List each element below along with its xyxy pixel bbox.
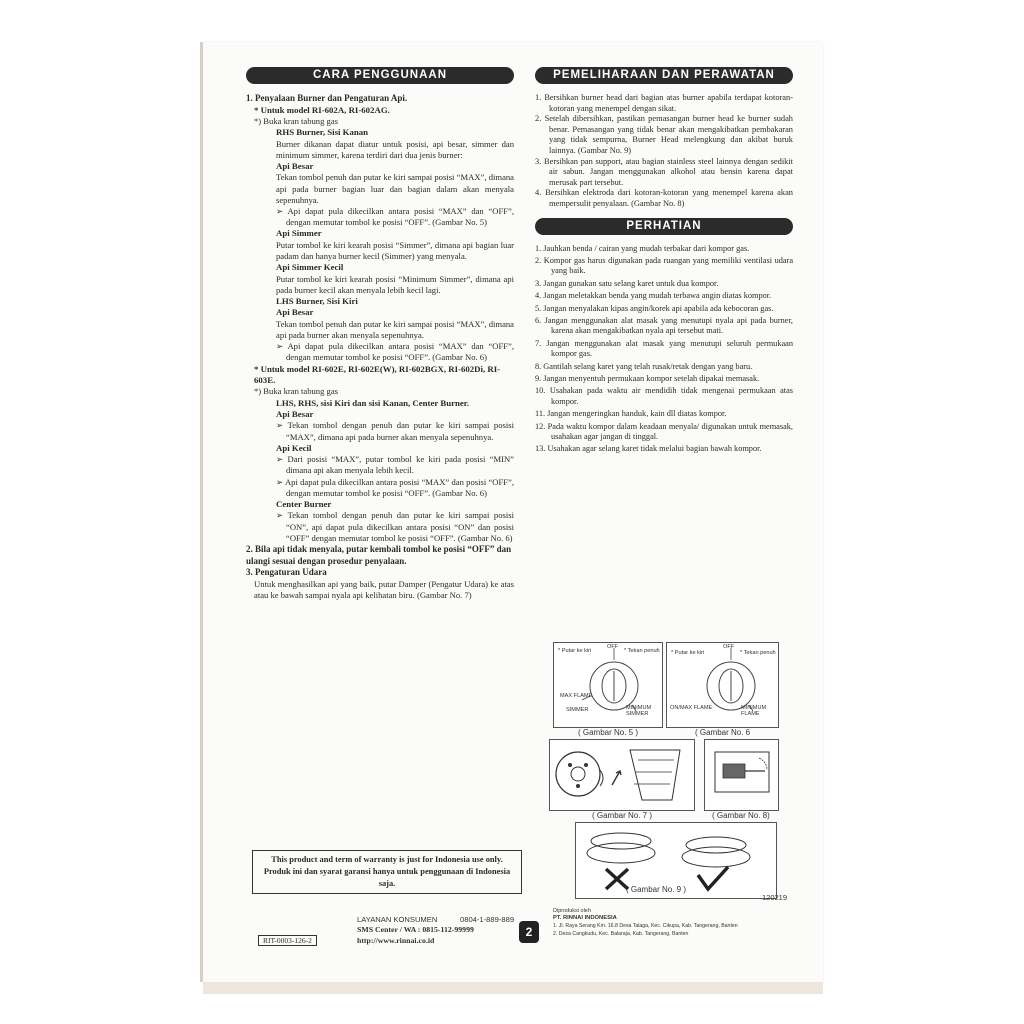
fig6-label-onmax: ON/MAX FLAME	[670, 705, 713, 711]
figure-8	[704, 739, 779, 811]
usage-line: Putar tombol ke kiri kearah posisi “Minimum Simmer”, dimana api pada burner kecil akan menyala lebih kecil lagi.	[276, 273, 514, 295]
maintenance-item: 1. Bersihkan burner head dari bagian atas burner apabila terdapat kotoran-kotoran yang menempel dengan sikat.	[535, 93, 793, 113]
fig5-label-minimum: MINIMUM SIMMER	[626, 705, 652, 717]
attention-item: 2. Kompor gas harus digunakan pada ruangan yang memiliki ventilasi udara yang baik.	[535, 255, 793, 276]
usage-section	[246, 67, 514, 601]
attention-item: 5. Jangan menyalakan kipas angin/korek api apabila ada kebocoran gas.	[535, 303, 774, 313]
fig6-label-off: OFF	[723, 644, 735, 650]
fig7-caption: ( Gambar No. 7 )	[592, 811, 653, 820]
fig9-caption: ( Gambar No. 9 )	[626, 885, 687, 894]
usage-line: Tekan tombol penuh dan putar ke kiri sampai posisi “MAX”, dimana api pada burner bagian luar dan bagian dalam akan menyala sepenuhnya.	[276, 172, 514, 205]
damper-diagram	[550, 740, 694, 810]
usage-line: Api Simmer Kecil	[276, 262, 344, 273]
producer-address-2: 2. Desa Cangkudu, Kec. Balaraja, Kab. Tangerang, Banten	[553, 931, 689, 937]
usage-line: ➢ Tekan tombol dengan penuh dan putar ke kiri sampai posisi “MAX”, dimana api pada burner akan menyala sepenuhnya.	[276, 420, 514, 442]
fig5-label-tekan: * Tekan penuh	[624, 648, 660, 654]
usage-line: 3. Pengaturan Udara	[246, 567, 327, 578]
usage-line: ➢ Api dapat pula dikecilkan antara posisi “MAX” dan “OFF”, dengan memutar tombol ke posisi “OFF”. (Gambar No. 6)	[276, 341, 514, 363]
usage-line: ➢ Tekan tombol dengan penuh dan putar ke kiri sampai posisi “ON”, api dapat pula dikecilkan antara posisi “ON” dan posisi “OFF” dengan memutar tombol ke posisi “OFF”. (Gambar No. 6)	[276, 510, 514, 543]
attention-item: 7. Jangan menggunakan alat masak yang menutupi seluruh permukaan kompor gas.	[535, 338, 793, 359]
fig6-label-tekan: * Tekan penuh	[740, 650, 776, 656]
fig6-label-putar: * Putar ke kiri	[671, 650, 705, 656]
attention-item: 13. Usahakan agar selang karet tidak melalui bagian bawah kompor.	[535, 444, 762, 454]
usage-title: CARA PENGGUNAAN	[246, 67, 514, 84]
attention-title: PERHATIAN	[535, 218, 793, 235]
maintenance-item: 3. Bersihkan pan support, atau bagian stainless steel lainnya dengan sedikit air sabun. Jangan menggunakan alkohol atau bensin karena dapat merusak part tersebut.	[535, 156, 793, 187]
attention-item: 4. Jangan meletakkan benda yang mudah terbawa angin diatas kompor.	[535, 291, 772, 301]
usage-line: 1. Penyalaan Burner dan Pengaturan Api.	[246, 93, 408, 103]
usage-content	[246, 93, 514, 601]
usage-line: Api Besar	[276, 160, 314, 171]
fig6-label-minimum: MINIMUM FLAME	[741, 705, 767, 717]
fig6-caption: ( Gambar No. 6	[695, 728, 751, 737]
footer-sms: SMS Center / WA : 0815-112-99999	[357, 925, 474, 934]
maintenance-title: PEMELIHARAAN DAN PERAWATAN	[535, 67, 793, 84]
maintenance-list	[535, 93, 793, 210]
warranty-notice: This product and term of warranty is just for Indonesia use only. Produk ini dan syarat garansi hanya untuk penggunaan di Indonesia saja.	[252, 850, 522, 894]
maintenance-item: 2. Setelah dibersihkan, pastikan pemasangan burner head ke burner sudah benar. Pemasangan yang tidak benar akan mengakibatkan pembakaran yang tidak sempurna, Burner Head melengkung dan akibat buruk lainnya. (Gambar No. 9)	[535, 114, 793, 155]
usage-line: RHS Burner, Sisi Kanan	[276, 127, 369, 138]
footer-layanan: LAYANAN KONSUMEN	[357, 915, 438, 924]
usage-line: *) Buka kran tabung gas	[254, 115, 339, 126]
page-number: 2	[519, 921, 539, 943]
maintenance-section	[535, 67, 793, 457]
usage-line: Untuk menghasilkan api yang baik, putar Damper (Pengatur Udara) ke atas atau ke bawah sampai nyala api kelihatan biru. (Gambar No. 7)	[254, 578, 514, 600]
fig5-label-simmer: SIMMER	[566, 707, 589, 713]
attention-item: 10. Usahakan pada waktu air mendidih tidak mengenai permukaan atas kompor.	[535, 386, 793, 406]
attention-item: 11. Jangan mengeringkan handuk, kain dll diatas kompor.	[535, 409, 727, 419]
scan-bottom-strip	[203, 982, 823, 994]
document-code: 120219	[762, 893, 788, 902]
usage-line: * Untuk model RI-602E, RI-602E(W), RI-602BGX, RI-602Di, RI-603E.	[254, 363, 501, 385]
usage-line: ➢ Dari posisi “MAX”, putar tombol ke kiri pada posisi “MIN” dimana api akan menyala lebih kecil.	[276, 454, 514, 476]
fig5-label-putar: * Putar ke kiri	[558, 648, 592, 654]
fig5-label-max: MAX FLAME	[560, 693, 593, 699]
usage-line: ➢ Api dapat pula dikecilkan antara posisi “MAX” dan “OFF”, dengan memutar tombol ke posisi “OFF”. (Gambar No. 5)	[276, 205, 514, 228]
electrode-diagram	[705, 740, 778, 810]
usage-line: *) Buka kran tabung gas	[254, 386, 339, 397]
usage-line: 2. Bila api tidak menyala, putar kembali tombol ke posisi “OFF” dan ulangi sesuai dengan prosedur penyalaan.	[246, 544, 512, 566]
producer-company: PT. RINNAI INDONESIA	[553, 915, 617, 921]
footer-phone: 0804-1-889-889	[460, 915, 515, 924]
usage-line: Api Kecil	[276, 442, 312, 453]
figure-5	[553, 642, 663, 728]
document-number: RIT-0003-126-2	[258, 935, 317, 946]
usage-line: ➢ Api dapat pula dikecilkan antara posisi “MAX” dan posisi “OFF”, dengan memutar tombol ke posisi “OFF”. (Gambar No. 6)	[276, 476, 514, 498]
figure-6	[666, 642, 779, 728]
footer-web[interactable]: http://www.rinnai.co.id	[357, 936, 435, 945]
attention-item: 1. Jauhkan benda / cairan yang mudah terbakar dari kompor gas.	[535, 243, 750, 253]
usage-line: Tekan tombol penuh dan putar ke kiri sampai posisi “MAX”, dimana api pada burner akan menyala sepenuhnya.	[276, 318, 514, 340]
attention-item: 12. Pada waktu kompor dalam keadaan menyala/ digunakan untuk memasak, usahakan agar jangan di tinggal.	[535, 421, 793, 442]
fig8-caption: ( Gambar No. 8)	[712, 811, 770, 820]
usage-line: Api Simmer	[276, 228, 322, 239]
usage-line: * Untuk model RI-602A, RI-602AG.	[254, 104, 390, 115]
maintenance-item: 4. Bersihkan elektroda dari kotoran-kotoran yang menempel karena akan mempersulit penyalaan. (Gambar No. 8)	[535, 188, 793, 208]
usage-line: Api Besar	[276, 307, 314, 318]
usage-line: Putar tombol ke kiri kearah posisi “Simmer”, dimana api bagian luar padam dan hanya burner kecil (Simmer) yang menyala.	[276, 239, 514, 261]
usage-line: LHS, RHS, sisi Kiri dan sisi Kanan, Center Burner.	[276, 397, 470, 408]
attention-item: 3. Jangan gunakan satu selang karet untuk dua kompor.	[535, 278, 719, 288]
attention-item: 8. Gantilah selang karet yang telah rusak/retak dengan yang baru.	[535, 361, 753, 371]
fig5-label-off: OFF	[607, 644, 619, 650]
producer-address-1: 1. Jl. Raya Serang Km. 16.8 Desa Talaga, Kec. Cikupa, Kab. Tangerang, Banten	[553, 923, 738, 929]
fig5-caption: ( Gambar No. 5 )	[578, 728, 639, 737]
figure-7	[549, 739, 695, 811]
usage-line: Center Burner	[276, 499, 332, 510]
usage-line: Burner dikanan dapat diatur untuk posisi, api besar, simmer dan minimum simmer, karena terdiri dari dua jenis burner:	[276, 138, 514, 160]
attention-item: 9. Jangan menyentuh permukaan kompor setelah dipakai memasak.	[535, 374, 760, 383]
usage-line: Api Besar	[276, 409, 314, 420]
attention-item: 6. Jangan menggunakan alat masak yang menutupi nyala api pada burner, karena akan mengakibatkan nyala api tersebut mati.	[535, 315, 793, 336]
producer-label: Diproduksi oleh	[553, 908, 591, 914]
attention-list	[535, 244, 793, 455]
usage-line: LHS Burner, Sisi Kiri	[276, 295, 358, 306]
